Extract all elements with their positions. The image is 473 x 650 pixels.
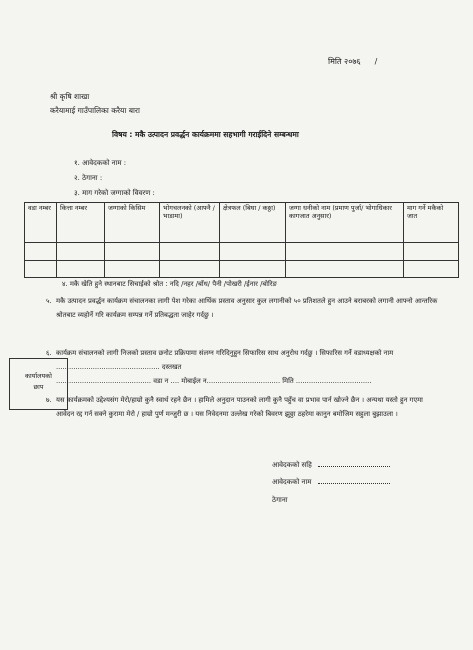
item-number: ६. xyxy=(46,349,52,357)
col-header-ward: वडा नम्बर xyxy=(25,203,57,243)
table-header-row xyxy=(25,203,459,243)
item-text: यस कार्यक्रमको उद्देश्यसंग मेरो/हाम्रो कुनै स्वार्थ रहने छैन । हामिले अनुदान पाउनको लागी कुनै पहुँच वा प्रभाव पार्न खोज्ने छैन । अन्यथा यस्तो हुन गएमा आवेदन रद्द गर्न सक्ने कुरामा मेरो / हाम्रो पुर्ण मन्जुरी छ । यस निवेदनमा उल्लेख गरेको बिवरण झुठ्ठा ठहरेमा कानुन बमोजिम सहुला बुझाउला । xyxy=(56,396,423,418)
table-cell[interactable] xyxy=(25,260,57,277)
table-cell[interactable] xyxy=(404,260,459,277)
item-text: मकै उत्पादन प्रवर्द्धन कार्यक्रम संचालनका लागी पेश गरेका आर्थिक प्रस्ताव अनुसार कुल लगानीको ५० प्रतिशतले हुन आउने बराबरको लगानी आफ्नो आन्तरिक श्रोतबाट व्यहोर्ने गरि कार्यक्रम सम्पन्न गर्ने प्रतिबद्धता जाहेर गर्दछु । xyxy=(56,297,438,319)
signature-line xyxy=(272,461,390,470)
stamp-label-line-2: छाप xyxy=(33,383,44,392)
applicant-name-field: १. आवेदकको नाम : xyxy=(74,159,127,167)
item-number: ५. xyxy=(46,297,52,305)
date-suffix: / xyxy=(374,57,378,66)
col-header-owner-name: जग्गा धनीको नाम (प्रमाण पुर्जा/ भोगाधिकार कागजात अनुसार) xyxy=(286,203,404,243)
date-line xyxy=(328,57,377,67)
table-cell[interactable] xyxy=(220,243,286,260)
addressee-line-1: श्री कृषि शाखा xyxy=(50,92,90,101)
table-cell[interactable] xyxy=(286,243,404,260)
table-cell[interactable] xyxy=(160,243,220,260)
subject-line: विषय : मकै उत्पादन प्रवर्द्धन कार्यक्रममा सहभागी गराईदिने सम्बन्धमा xyxy=(112,130,299,139)
col-header-kitta: कित्ता नम्बर xyxy=(57,203,105,243)
addressee-line-2: करैयामाई गाउँपालिका करैया बारा xyxy=(50,106,140,116)
table-cell[interactable] xyxy=(404,243,459,260)
col-header-area: क्षेत्रफल (बिघा / कठ्ठा) xyxy=(220,203,286,243)
stamp-label-line-1: कार्यालयको xyxy=(25,372,52,380)
signature-label: आवेदकको सहि xyxy=(272,461,312,469)
col-header-ownership: भोगचलनको (आफ्नै / भाडामा) xyxy=(160,203,220,243)
recommendation-item xyxy=(46,346,441,388)
item-text-line-2: ............................................ वडा न .... मोबाईल न.................................. मिति ................................... xyxy=(56,377,372,385)
item-number: ७. xyxy=(46,396,52,404)
land-details-heading: ३. माग गरेको जग्गाको विवरण : xyxy=(74,189,155,197)
col-header-land-type: जग्गाको किसिम xyxy=(105,203,160,243)
table-cell[interactable] xyxy=(160,260,220,277)
table-cell[interactable] xyxy=(105,260,160,277)
addressee-block xyxy=(50,92,140,121)
table-cell[interactable] xyxy=(57,260,105,277)
declaration-item xyxy=(46,393,441,421)
applicant-address-line xyxy=(272,496,288,505)
table-cell[interactable] xyxy=(57,243,105,260)
address-field: २. ठेगाना : xyxy=(74,174,103,182)
date-label: मिति २०७६ xyxy=(328,57,361,66)
item-text: कार्यक्रम संचालनको लागी निजको प्रस्ताव छनोट प्रक्रियामा संलग्न गरिदिनुहुन सिफारिस साथ अनुरोध गर्दछु । सिफारिस गर्ने वडाध्यक्षको नाम ................................................ दस्तखत xyxy=(56,349,394,371)
applicant-address-label: ठेगाना xyxy=(272,496,288,504)
applicant-name-label: आवेदकको नाम xyxy=(272,478,312,486)
applicant-name-input[interactable] xyxy=(318,483,390,484)
col-header-maize-variety: माग गर्ने मकैको जात xyxy=(404,203,459,243)
table-row xyxy=(25,260,459,277)
signature-input[interactable] xyxy=(318,466,390,467)
investment-commitment-item xyxy=(46,294,441,322)
table-cell[interactable] xyxy=(220,260,286,277)
table-cell[interactable] xyxy=(286,260,404,277)
irrigation-source-item: ४. मकै खेति हुने स्थानबाट सिचाईको श्रोत : नदि /नहर /बाँध/ पैनी /पोखरी /ईनार /बोरिङ xyxy=(62,280,277,288)
land-details-table xyxy=(24,202,459,278)
table-row xyxy=(25,243,459,260)
table-cell[interactable] xyxy=(105,243,160,260)
table-cell[interactable] xyxy=(25,243,57,260)
applicant-name-line xyxy=(272,478,390,487)
